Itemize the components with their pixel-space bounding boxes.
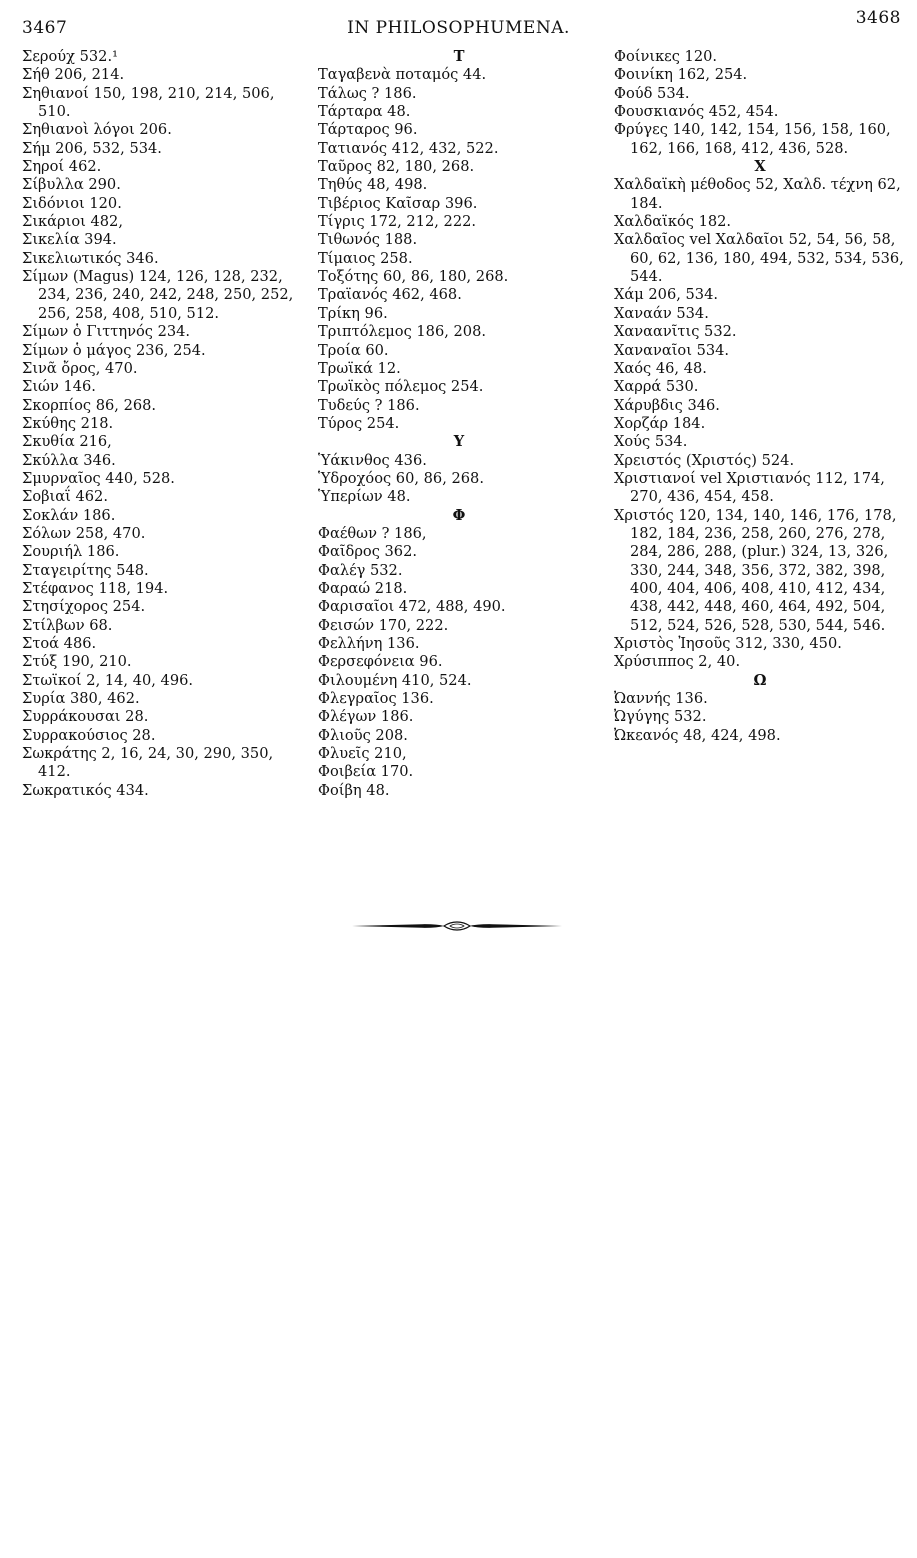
index-entry: Φλυεῖς 210, bbox=[318, 745, 407, 763]
index-entry: Χαλδαῖος vel Χαλδαῖοι 52, 54, 56, 58, 60, 62, 136, 180, 494, 532, 534, 536, 544. bbox=[614, 231, 904, 286]
index-entry: Συρράκουσαι 28. bbox=[22, 708, 149, 726]
index-entry: Τίγρις 172, 212, 222. bbox=[318, 213, 477, 231]
index-entry: Τοξότης 60, 86, 180, 268. bbox=[318, 268, 509, 286]
index-entry: Φιλουμένη 410, 524. bbox=[318, 671, 472, 689]
index-entry: Τιβέριος Καῖσαρ 396. bbox=[318, 194, 478, 212]
index-entry: Στύξ 190, 210. bbox=[22, 653, 132, 671]
index-entry: Χριστιανοί vel Χριστιανός 112, 174, 270, 436, 454, 458. bbox=[614, 469, 885, 506]
index-entry: Χάμ 206, 534. bbox=[614, 286, 718, 304]
index-entry: Σκορπίος 86, 268. bbox=[22, 396, 157, 414]
tailpiece-ornament-icon bbox=[352, 916, 562, 936]
index-entry: Στοά 486. bbox=[22, 635, 97, 652]
index-entry: Τρωϊκὸς πόλεμος 254. bbox=[318, 378, 484, 396]
index-entry: Συρία 380, 462. bbox=[22, 690, 140, 708]
index-entry: Σκύθης 218. bbox=[22, 414, 114, 432]
index-entry: Χαλδαϊκός 182. bbox=[614, 213, 732, 231]
index-entry: Τραϊανός 462, 468. bbox=[318, 286, 462, 304]
index-entry: Χάρυβδις 346. bbox=[614, 396, 720, 414]
index-entry: Σίμων ὁ μάγος 236, 254. bbox=[22, 341, 206, 359]
index-entry: Σωκρατικός 434. bbox=[22, 781, 149, 799]
index-entry: Σμυρναῖος 440, 528. bbox=[22, 469, 175, 487]
index-entry: Σόλων 258, 470. bbox=[22, 524, 146, 542]
index-entry: Τριπτόλεμος 186, 208. bbox=[318, 323, 487, 341]
index-entry: Σταγειρίτης 548. bbox=[22, 561, 149, 579]
section-letter-heading: Ω bbox=[753, 671, 767, 689]
section-letter-heading: T bbox=[453, 48, 465, 65]
index-column-right bbox=[614, 48, 906, 745]
index-entry: Τάλως ? 186. bbox=[318, 84, 417, 102]
index-column-left bbox=[22, 48, 304, 800]
index-entry: Σήμ 206, 532, 534. bbox=[22, 139, 162, 157]
index-entry: Σικελιωτικός 346. bbox=[22, 249, 159, 267]
index-column-middle bbox=[318, 48, 600, 800]
index-entry: Ὑπερίων 48. bbox=[318, 488, 411, 506]
index-entry: Σίβυλλα 290. bbox=[22, 176, 121, 194]
index-entry: Τηθύς 48, 498. bbox=[318, 176, 428, 194]
index-entry: Σηθιανοὶ λόγοι 206. bbox=[22, 121, 172, 139]
index-entry: Φαλέγ 532. bbox=[318, 561, 403, 579]
index-entry: Ὠαννής 136. bbox=[614, 690, 708, 708]
index-entry: Φαῖδρος 362. bbox=[318, 543, 417, 561]
index-entry: Φαρισαῖοι 472, 488, 490. bbox=[318, 598, 506, 616]
index-entry: Σουριήλ 186. bbox=[22, 543, 120, 561]
index-entry: Σωκράτης 2, 16, 24, 30, 290, 350, 412. bbox=[22, 745, 274, 781]
index-entry: Σήθ 206, 214. bbox=[22, 66, 125, 84]
index-entry: Ὑάκινθος 436. bbox=[318, 451, 427, 469]
index-entry: Χορζάρ 184. bbox=[614, 414, 706, 432]
index-entry: Χούς 534. bbox=[614, 433, 688, 451]
index-entry: Φαραώ 218. bbox=[318, 579, 408, 597]
index-entry: Σηθιανοί 150, 198, 210, 214, 506, 510. bbox=[22, 84, 275, 121]
index-entry: Φλέγων 186. bbox=[318, 708, 414, 726]
index-entry: Σίμων ὁ Γιττηνός 234. bbox=[22, 323, 191, 341]
index-entry: Φλιοῦς 208. bbox=[318, 726, 408, 744]
index-entry: Σίμων (Magus) 124, 126, 128, 232, 234, 236, 240, 242, 248, 250, 252, 256, 258, 408, 510, 512. bbox=[22, 268, 294, 322]
index-entry: Φοίβη 48. bbox=[318, 781, 390, 799]
index-entry: Φελλήνη 136. bbox=[318, 635, 420, 652]
index-entry: Ὠγύγης 532. bbox=[614, 708, 707, 726]
index-entry: Στέφανος 118, 194. bbox=[22, 579, 169, 597]
index-entry: Στωϊκοί 2, 14, 40, 496. bbox=[22, 671, 194, 689]
index-entry: Τίμαιος 258. bbox=[318, 249, 413, 267]
index-entry: Χαναανῖτις 532. bbox=[614, 323, 737, 341]
index-entry: Φεισών 170, 222. bbox=[318, 616, 449, 634]
index-entry: Ὠκεανός 48, 424, 498. bbox=[614, 726, 781, 744]
index-entry: Φουσκιανός 452, 454. bbox=[614, 103, 779, 121]
section-letter-heading: Υ bbox=[453, 433, 465, 451]
index-entry: Τιθωνός 188. bbox=[318, 231, 418, 249]
index-entry: Σκύλλα 346. bbox=[22, 451, 116, 469]
index-entry: Χαρρά 530. bbox=[614, 378, 699, 396]
index-entry: Φούδ 534. bbox=[614, 84, 690, 102]
right-page-number: 3468 bbox=[855, 8, 901, 28]
index-entry: Χριστός 120, 134, 140, 146, 176, 178, 182, 184, 236, 258, 260, 276, 278, 284, 286, 288, (plur.) 324, 13, 326, 330, 244, 348, 356, 372, 382, 398, 400, 404, 406, 408, 410, 412, 434, 438, 442, 448, 460, 464, 492, 504, 512, 524, 526, 528, 530, 544, 546. bbox=[614, 506, 897, 634]
index-entry: Σιών 146. bbox=[22, 378, 96, 396]
index-entry: Φοίνικες 120. bbox=[614, 48, 718, 65]
index-entry: Χαλδαϊκὴ μέθοδος 52, Χαλδ. τέχνη 62, 184. bbox=[614, 176, 901, 212]
section-letter-heading: Φ bbox=[452, 506, 466, 524]
index-entry: Σικελία 394. bbox=[22, 231, 117, 249]
index-entry: Χαός 46, 48. bbox=[614, 359, 707, 377]
index-entry: Χριστὸς Ἰησοῦς 312, 330, 450. bbox=[614, 635, 842, 652]
index-entry: Σκυθία 216, bbox=[22, 433, 112, 451]
index-entry: Χαναναῖοι 534. bbox=[614, 341, 730, 359]
index-entry: Σινᾶ ὄρος, 470. bbox=[22, 359, 138, 377]
index-entry: Φαέθων ? 186, bbox=[318, 524, 427, 542]
index-entry: Φοιβεία 170. bbox=[318, 763, 414, 781]
index-entry: Τάρταρος 96. bbox=[318, 121, 418, 139]
index-entry: Τρωϊκά 12. bbox=[318, 359, 401, 377]
index-entry: Σοβιαΐ 462. bbox=[22, 488, 108, 506]
index-entry: Τυδεύς ? 186. bbox=[318, 396, 420, 414]
index-entry: Φερσεφόνεια 96. bbox=[318, 653, 443, 671]
running-title: IN PHILOSOPHUMENA. bbox=[347, 18, 570, 38]
index-entry: Χρειστός (Χριστός) 524. bbox=[614, 451, 795, 469]
index-entry: Τύρος 254. bbox=[318, 414, 400, 432]
index-entry: Σερούχ 532.¹ bbox=[22, 48, 118, 65]
index-entry: Φλεγραῖος 136. bbox=[318, 690, 434, 708]
index-entry: Ὑδροχόος 60, 86, 268. bbox=[318, 469, 484, 487]
index-entry: Φοινίκη 162, 254. bbox=[614, 66, 748, 84]
index-entry: Σικάριοι 482, bbox=[22, 213, 123, 231]
index-entry: Ταῦρος 82, 180, 268. bbox=[318, 158, 475, 176]
index-entry: Τάρταρα 48. bbox=[318, 103, 411, 121]
section-letter-heading: X bbox=[754, 158, 766, 176]
index-entry: Συρρακούσιος 28. bbox=[22, 726, 156, 744]
index-entry: Τρίκη 96. bbox=[318, 304, 388, 322]
index-entry: Σοκλάν 186. bbox=[22, 506, 116, 524]
index-entry: Χαναάν 534. bbox=[614, 304, 709, 322]
index-entry: Ταγαβενὰ ποταμός 44. bbox=[318, 66, 487, 84]
index-entry: Στησίχορος 254. bbox=[22, 598, 146, 616]
index-entry: Τατιανός 412, 432, 522. bbox=[318, 139, 499, 157]
index-entry: Σιδόνιοι 120. bbox=[22, 194, 122, 212]
index-entry: Φρύγες 140, 142, 154, 156, 158, 160, 162, 166, 168, 412, 436, 528. bbox=[614, 121, 891, 157]
index-entry: Χρύσιππος 2, 40. bbox=[614, 653, 741, 671]
left-page-number: 3467 bbox=[22, 18, 68, 38]
index-entry: Τροία 60. bbox=[318, 341, 389, 359]
index-entry: Σηροί 462. bbox=[22, 158, 102, 176]
index-entry: Στίλβων 68. bbox=[22, 616, 113, 634]
